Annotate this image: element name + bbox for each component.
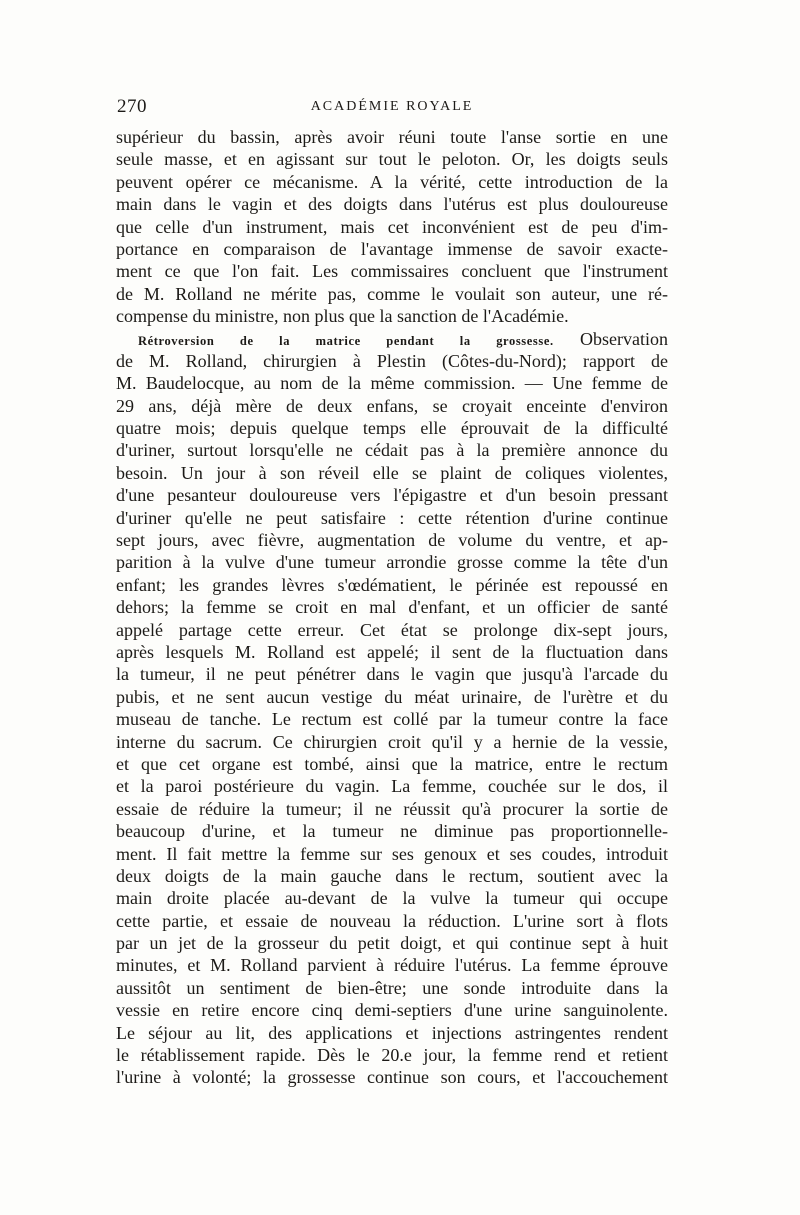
text-line: aussitôt un sentiment de bien-être; une sonde introduite dans la <box>116 977 668 998</box>
text-line: ment. Il fait mettre la femme sur ses genoux et ses coudes, introduit <box>116 843 668 864</box>
text-line: beaucoup d'urine, et la tumeur ne diminue pas proportionnelle- <box>116 821 668 842</box>
text-line: vessie en retire encore cinq demi-septiers d'une urine sanguinolente. <box>116 1000 668 1021</box>
text-line: l'urine à volonté; la grossesse continue son cours, et l'accouchement <box>116 1067 668 1088</box>
text-line: main droite placée au-devant de la vulve la tumeur qui occupe <box>116 888 668 909</box>
text-line: par un jet de la grosseur du petit doigt, et qui continue sept à huit <box>116 933 668 954</box>
text-line: portance en comparaison de l'avantage immense de savoir exacte- <box>116 238 668 259</box>
text-line: supérieur du bassin, après avoir réuni toute l'anse sortie en une <box>116 127 668 147</box>
page-header <box>117 96 667 122</box>
text-line: essaie de réduire la tumeur; il ne réussit qu'à procurer la sortie de <box>116 798 668 819</box>
text-line: seule masse, et en agissant sur tout le peloton. Or, les doigts seuls <box>116 149 668 170</box>
text-line: compense du ministre, non plus que la sanction de l'Académie. <box>116 306 569 327</box>
text-line: et la paroi postérieure du vagin. La femme, couchée sur le dos, il <box>116 776 668 797</box>
text-line: et que cet organe est tombé, ainsi que la matrice, entre le rectum <box>116 753 668 774</box>
text-line: enfant; les grandes lèvres s'œdématient, le périnée est repoussé en <box>116 574 668 595</box>
text-line: ment ce que l'on fait. Les commissaires concluent que l'instrument <box>116 261 668 282</box>
text-line: après lesquels M. Rolland est appelé; il sent de la fluctuation dans <box>116 641 668 662</box>
paragraph-retroversion <box>116 328 668 1089</box>
text-line: de M. Rolland, chirurgien à Plestin (Côtes-du-Nord); rapport de <box>116 350 668 371</box>
heading-line-rest: Observation <box>580 328 669 349</box>
text-line: appelé partage cette erreur. Cet état se prolonge dix-sept jours, <box>116 619 668 640</box>
text-line: interne du sacrum. Ce chirurgien croit qu'il y a hernie de la vessie, <box>116 731 668 752</box>
text-line: d'uriner, surtout lorsqu'elle ne cédait pas à la première annonce du <box>116 440 668 461</box>
text-line: que celle d'un instrument, mais cet inconvénient est de peu d'im- <box>116 216 668 237</box>
text-line: dehors; la femme se croit en mal d'enfant, et un officier de santé <box>116 597 668 618</box>
running-head: ACADÉMIE ROYALE <box>310 99 474 114</box>
text-line: minutes, et M. Rolland parvient à réduire l'utérus. La femme éprouve <box>116 955 668 976</box>
text-line: deux doigts de la main gauche dans le rectum, soutient avec la <box>116 865 668 886</box>
body-text <box>116 126 668 1089</box>
text-line: peuvent opérer ce mécanisme. A la vérité, cette introduction de la <box>116 171 668 192</box>
text-line: M. Baudelocque, au nom de la même commission. — Une femme de <box>116 373 668 394</box>
text-line: besoin. Un jour à son réveil elle se plaint de coliques violentes, <box>116 462 668 483</box>
text-line: le rétablissement rapide. Dès le 20.e jour, la femme rend et retient <box>116 1045 668 1066</box>
text-line: sept jours, avec fièvre, augmentation de volume du ventre, et ap- <box>116 530 668 551</box>
text-line: museau de tanche. Le rectum est collé par la tumeur contre la face <box>116 709 668 730</box>
text-line <box>116 328 668 350</box>
text-line: cette partie, et essaie de nouveau la réduction. L'urine sort à flots <box>116 910 668 931</box>
text-line: quatre mois; depuis quelque temps elle éprouvait de la difficulté <box>116 418 668 439</box>
text-line: main dans le vagin et des doigts dans l'utérus est plus douloureuse <box>116 194 668 215</box>
page-number: 270 <box>117 96 147 117</box>
text-line: 29 ans, déjà mère de deux enfans, se croyait enceinte d'environ <box>116 395 668 416</box>
text-line: Le séjour au lit, des applications et injections astringentes rendent <box>116 1022 668 1043</box>
text-line: parition à la vulve d'une tumeur arrondie grosse comme la tête d'un <box>116 552 668 573</box>
text-line: d'une pesanteur douloureuse vers l'épigastre et d'un besoin pressant <box>116 485 668 506</box>
section-heading: Rétroversion de la matrice pendant la grossesse. <box>138 333 554 348</box>
text-line: de M. Rolland ne mérite pas, comme le voulait son auteur, une ré- <box>116 283 668 304</box>
text-line: la tumeur, il ne peut pénétrer dans le vagin que jusqu'à l'arcade du <box>116 664 668 685</box>
text-line: d'uriner qu'elle ne peut satisfaire : cette rétention d'urine continue <box>116 507 668 528</box>
text-line: pubis, et ne sent aucun vestige du méat urinaire, de l'urètre et du <box>116 686 668 707</box>
paragraph-conclusion <box>116 126 668 328</box>
